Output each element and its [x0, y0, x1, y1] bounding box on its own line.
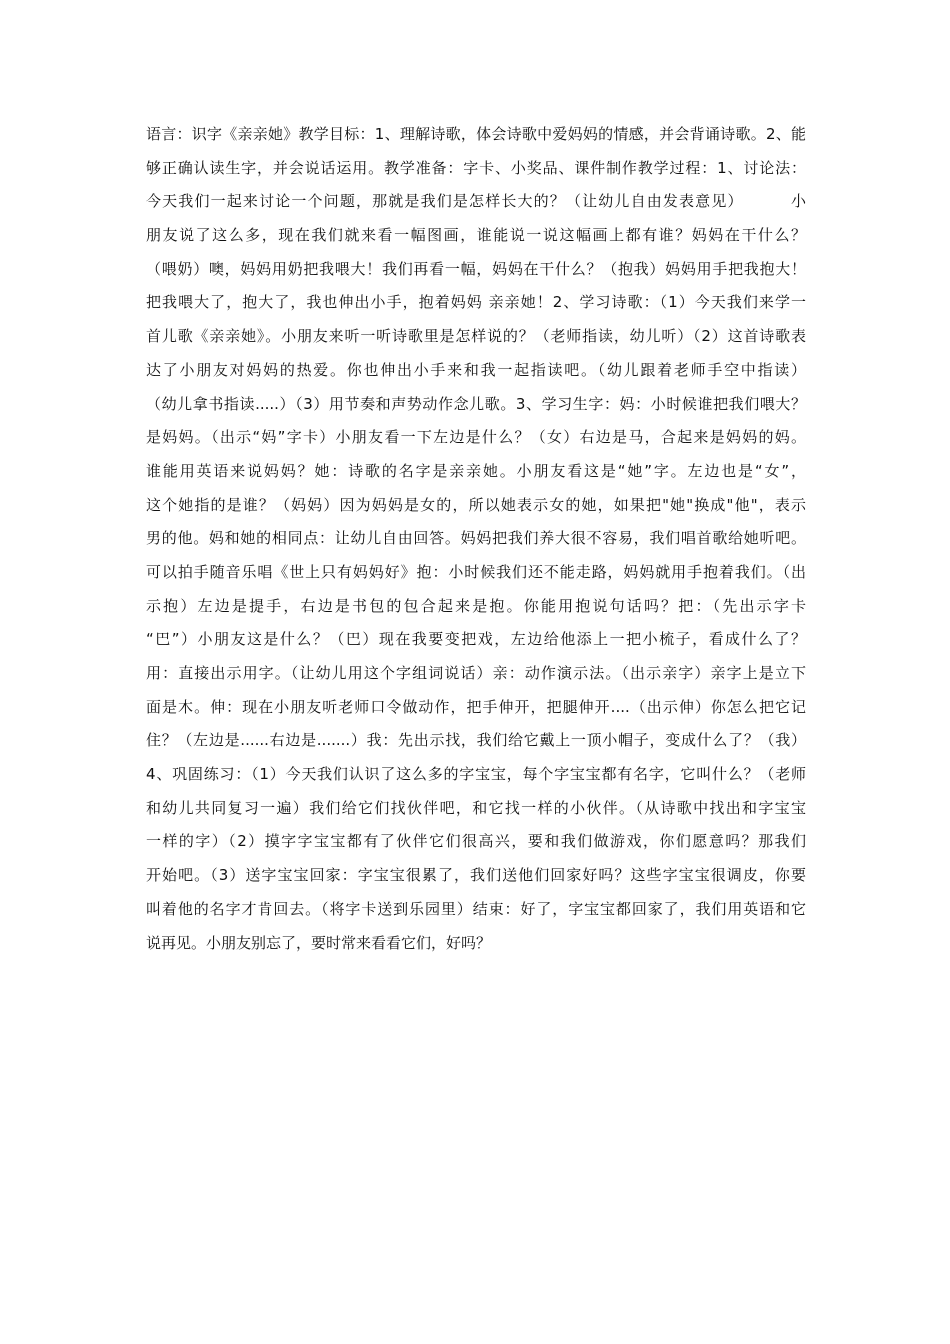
text-line: 是妈妈。（出示“妈”字卡）小朋友看一下左边是什么？（女）右边是马，合起来是妈妈的妈。	[146, 428, 806, 447]
text-line: 今天我们一起来讨论一个问题，那就是我们是怎样长大的？（让幼儿自由发表意见） 小	[146, 192, 806, 211]
text-line: 说再见。小朋友别忘了，要时常来看看它们，好吗？	[146, 933, 492, 952]
text-line: 达了小朋友对妈妈的热爱。你也伸出小手来和我一起指读吧。（幼儿跟着老师手空中指读）	[146, 360, 806, 379]
text-line: 和幼儿共同复习一遍）我们给它们找伙伴吧，和它找一样的小伙伴。（从诗歌中找出和字宝宝	[146, 798, 806, 817]
text-line: 把我喂大了，抱大了，我也伸出小手，抱着妈妈 亲亲她！2、学习诗歌：（1）今天我们来学一	[146, 293, 806, 312]
text-line: 示抱）左边是提手，右边是书包的包合起来是抱。你能用抱说句话吗？把：（先出示字卡	[146, 596, 806, 615]
text-line: 首儿歌《亲亲她》。小朋友来听一听诗歌里是怎样说的？（老师指读，幼儿听）（2）这首诗歌表	[146, 327, 806, 346]
text-line: 用：直接出示用字。（让幼儿用这个字组词说话）亲：动作演示法。（出示亲字）亲字上是立下	[146, 664, 806, 682]
text-line: （喂奶）噢，妈妈用奶把我喂大！我们再看一幅，妈妈在干什么？（抱我）妈妈用手把我抱大！	[146, 259, 806, 278]
text-line: 男的他。妈和她的相同点：让幼儿自由回答。妈妈把我们养大很不容易，我们唱首歌给她听吧。	[146, 529, 806, 548]
lesson-plan-body	[146, 118, 806, 960]
text-line: 够正确认读生字，并会说话运用。教学准备：字卡、小奖品、课件制作教学过程：1、讨论法：	[146, 158, 806, 177]
text-line: 语言：识字《亲亲她》教学目标：1、理解诗歌，体会诗歌中爱妈妈的情感，并会背诵诗歌。2、能	[146, 125, 806, 143]
text-line: （幼儿拿书指读.....）（3）用节奏和声势动作念儿歌。3、学习生字：妈：小时候谁把我们喂大？	[146, 394, 806, 413]
text-line: 开始吧。（3）送字宝宝回家：字宝宝很累了，我们送他们回家好吗？这些字宝宝很调皮，你要	[146, 866, 806, 885]
text-line: 朋友说了这么多，现在我们就来看一幅图画，谁能说一说这幅画上都有谁？妈妈在干什么？	[146, 226, 806, 245]
text-line: 面是木。伸：现在小朋友听老师口令做动作，把手伸开，把腿伸开....（出示伸）你怎么把它记	[146, 697, 806, 716]
text-line: 住？（左边是......右边是.......）我：先出示找，我们给它戴上一顶小帽子，变成什么了？（我）	[146, 731, 806, 750]
text-line: 这个她指的是谁？（妈妈）因为妈妈是女的，所以她表示女的她，如果把"她"换成"他"，表示	[146, 495, 806, 514]
text-line: 4、巩固练习：（1）今天我们认识了这么多的字宝宝，每个字宝宝都有名字，它叫什么？（老师	[146, 765, 806, 784]
text-line: 一样的字）（2）摸字字宝宝都有了伙伴它们很高兴，要和我们做游戏，你们愿意吗？那我们	[146, 832, 806, 851]
text-line: “巴”）小朋友这是什么？（巴）现在我要变把戏，左边给他添上一把小梳子，看成什么了？	[146, 630, 806, 649]
text-line: 叫着他的名字才肯回去。（将字卡送到乐园里）结束：好了，字宝宝都回家了，我们用英语和它	[146, 899, 806, 918]
text-line: 可以拍手随音乐唱《世上只有妈妈好》抱：小时候我们还不能走路，妈妈就用手抱着我们。（出	[146, 562, 806, 581]
text-line: 谁能用英语来说妈妈？她：诗歌的名字是亲亲她。小朋友看这是“她”字。左边也是“女”，	[146, 461, 806, 480]
